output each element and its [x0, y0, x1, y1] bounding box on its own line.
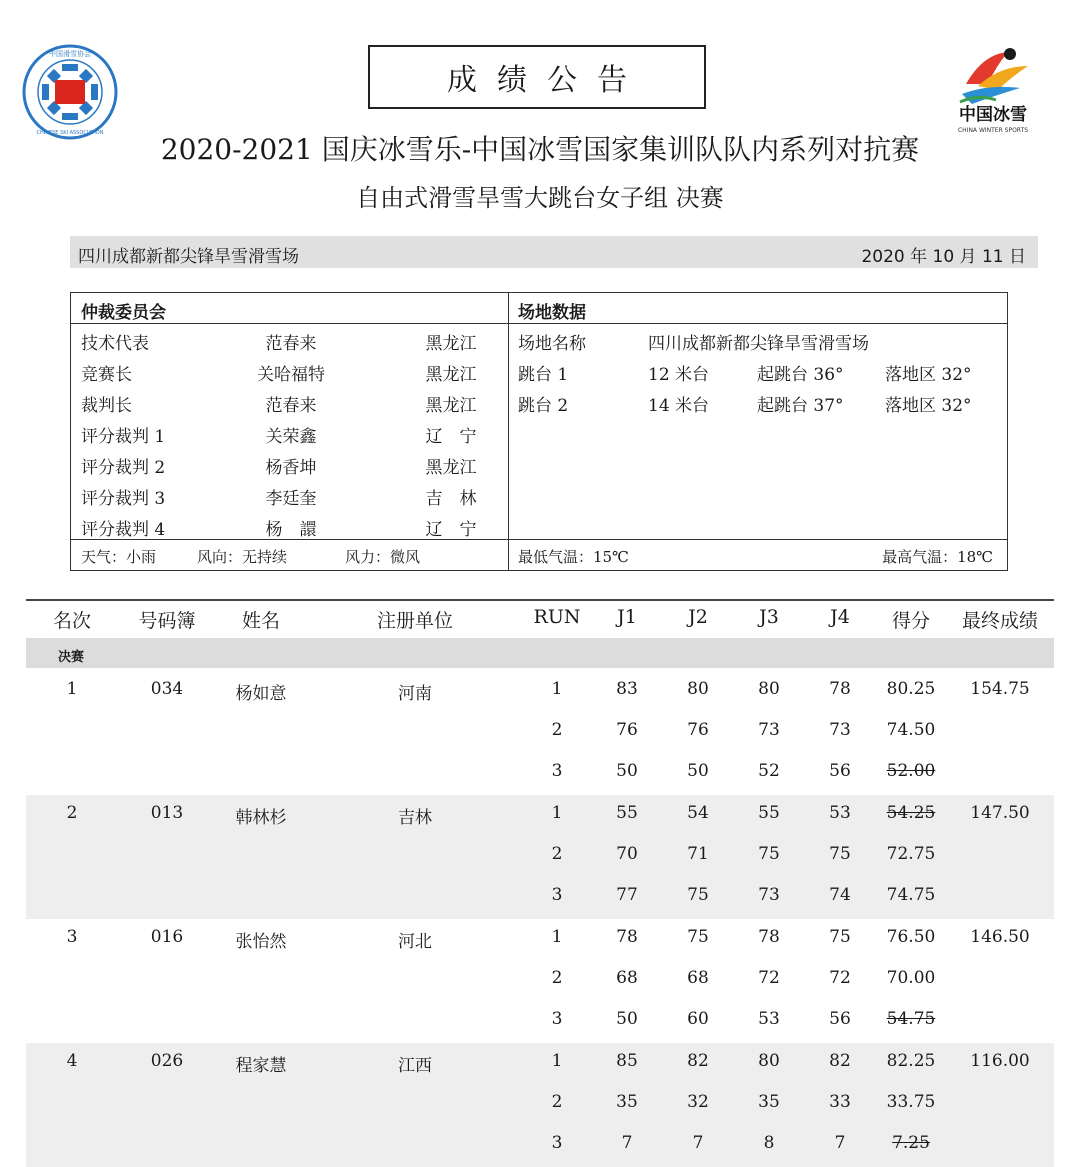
judge2-score: 75 — [687, 927, 709, 947]
jury-role: 评分裁判 1 — [81, 427, 166, 447]
judge4-score: 7 — [834, 1133, 846, 1153]
section-final: 决赛 — [58, 650, 85, 665]
jury-role: 评分裁判 3 — [81, 489, 166, 509]
judge1-score: 50 — [616, 1009, 638, 1029]
judge2-score: 82 — [687, 1051, 709, 1071]
run-score: 74.75 — [886, 885, 936, 905]
jury-region: 黑龙江 — [425, 365, 477, 385]
run-score: 80.25 — [886, 679, 936, 699]
run-score: 82.25 — [886, 1051, 936, 1071]
run-score: 70.00 — [886, 968, 936, 988]
run-score-dropped: 54.75 — [886, 1009, 936, 1029]
judge4-score: 78 — [829, 679, 851, 699]
judge4-score: 75 — [829, 844, 851, 864]
judge3-score: 8 — [763, 1133, 775, 1153]
judge3-score: 73 — [758, 720, 780, 740]
judge4-score: 82 — [829, 1051, 851, 1071]
column-header-name: 姓名 — [241, 610, 281, 632]
athlete-bib: 034 — [150, 679, 184, 699]
run-number: 2 — [551, 968, 563, 988]
athlete-rank: 3 — [66, 927, 78, 947]
svg-text:CHINA WINTER SPORTS: CHINA WINTER SPORTS — [957, 127, 1029, 134]
athlete-unit: 河北 — [398, 932, 432, 952]
run-number: 1 — [551, 679, 563, 699]
athlete-unit: 吉林 — [398, 808, 432, 828]
judge3-score: 75 — [758, 844, 780, 864]
athlete-block — [26, 795, 1054, 919]
jump1-size: 12 米台 — [648, 365, 710, 385]
judge4-score: 74 — [829, 885, 851, 905]
athlete-block — [26, 1043, 1054, 1167]
judge2-score: 50 — [687, 761, 709, 781]
judge1-score: 83 — [616, 679, 638, 699]
run-score: 76.50 — [886, 927, 936, 947]
notice-title: 成绩公告 — [368, 45, 706, 109]
column-header-final: 最终成绩 — [961, 610, 1039, 632]
judge4-score: 33 — [829, 1092, 851, 1112]
judge2-score: 68 — [687, 968, 709, 988]
wind-direction: 风向：无持续 — [197, 548, 288, 566]
athlete-bib: 013 — [150, 803, 184, 823]
run-number: 3 — [551, 885, 563, 905]
jury-name: 范春来 — [265, 396, 317, 416]
judge2-score: 32 — [687, 1092, 709, 1112]
column-header-j4: J4 — [830, 606, 850, 628]
athlete-block — [26, 919, 1054, 1043]
chinese-ski-association-logo — [22, 44, 118, 140]
judge3-score: 55 — [758, 803, 780, 823]
judge4-score: 53 — [829, 803, 851, 823]
judge3-score: 80 — [758, 679, 780, 699]
column-header-run: RUN — [533, 606, 581, 628]
judge2-score: 75 — [687, 885, 709, 905]
judge2-score: 71 — [687, 844, 709, 864]
athlete-block — [26, 671, 1054, 795]
event-subtitle: 自由式滑雪旱雪大跳台女子组 决赛 — [356, 184, 724, 212]
column-header-j2: J2 — [688, 606, 708, 628]
judge2-score: 80 — [687, 679, 709, 699]
judge1-score: 55 — [616, 803, 638, 823]
jump2-landing: 落地区 32° — [885, 396, 972, 416]
max-temperature: 最高气温：18℃ — [882, 548, 993, 566]
jump1-label: 跳台 1 — [518, 365, 569, 385]
judge1-score: 85 — [616, 1051, 638, 1071]
run-number: 3 — [551, 1009, 563, 1029]
judge1-score: 68 — [616, 968, 638, 988]
jury-region: 吉 林 — [425, 489, 477, 509]
run-score-dropped: 54.25 — [886, 803, 936, 823]
jury-name: 杨 譞 — [265, 520, 317, 540]
svg-text:中国冰雪: 中国冰雪 — [959, 105, 1027, 125]
judge1-score: 50 — [616, 761, 638, 781]
athlete-final-score: 154.75 — [970, 679, 1030, 699]
jury-name: 关荣鑫 — [265, 427, 317, 447]
athlete-bib: 026 — [150, 1051, 184, 1071]
judge3-score: 78 — [758, 927, 780, 947]
athlete-rank: 4 — [66, 1051, 78, 1071]
weather: 天气：小雨 — [81, 548, 157, 566]
run-number: 2 — [551, 720, 563, 740]
judge2-score: 7 — [692, 1133, 704, 1153]
venue-name-label: 场地名称 — [518, 334, 586, 354]
jury-role: 评分裁判 4 — [81, 520, 166, 540]
run-score-dropped: 7.25 — [892, 1133, 930, 1153]
judge3-score: 52 — [758, 761, 780, 781]
judge4-score: 72 — [829, 968, 851, 988]
china-winter-sports-logo — [948, 44, 1038, 136]
athlete-final-score: 146.50 — [970, 927, 1030, 947]
athlete-final-score: 116.00 — [970, 1051, 1030, 1071]
jump2-label: 跳台 2 — [518, 396, 569, 416]
judge2-score: 76 — [687, 720, 709, 740]
column-header-j3: J3 — [759, 606, 779, 628]
athlete-rank: 2 — [66, 803, 78, 823]
athlete-name: 程家慧 — [235, 1056, 287, 1076]
jury-region: 黑龙江 — [425, 334, 477, 354]
section-label — [26, 638, 1054, 668]
judge4-score: 73 — [829, 720, 851, 740]
jump1-landing: 落地区 32° — [885, 365, 972, 385]
jury-role: 评分裁判 2 — [81, 458, 166, 478]
judge3-score: 80 — [758, 1051, 780, 1071]
judge3-score: 73 — [758, 885, 780, 905]
jury-venue-panel — [70, 292, 1008, 571]
jury-name: 杨香坤 — [265, 458, 317, 478]
run-score: 33.75 — [886, 1092, 936, 1112]
venue-date-bar — [70, 236, 1038, 268]
athlete-name: 杨如意 — [235, 684, 287, 704]
jury-title: 仲裁委员会 — [81, 303, 166, 323]
jury-region: 黑龙江 — [425, 396, 477, 416]
athlete-final-score: 147.50 — [970, 803, 1030, 823]
svg-text:CHINESE SKI ASSOCIATION: CHINESE SKI ASSOCIATION — [36, 130, 104, 136]
venue-name: 四川成都新都尖锋旱雪滑雪场 — [78, 247, 299, 267]
judge4-score: 56 — [829, 1009, 851, 1029]
venue-name-value: 四川成都新都尖锋旱雪滑雪场 — [648, 334, 869, 354]
column-header-bib: 号码簿 — [138, 610, 196, 632]
judge4-score: 56 — [829, 761, 851, 781]
athlete-bib: 016 — [150, 927, 184, 947]
run-number: 3 — [551, 1133, 563, 1153]
judge3-score: 72 — [758, 968, 780, 988]
run-number: 1 — [551, 803, 563, 823]
results-top-rule — [26, 599, 1054, 601]
jump2-size: 14 米台 — [648, 396, 710, 416]
athlete-name: 张怡然 — [235, 932, 287, 952]
results-header-row — [26, 604, 1054, 636]
athlete-unit: 河南 — [398, 684, 432, 704]
run-score: 72.75 — [886, 844, 936, 864]
column-header-rank: 名次 — [52, 610, 92, 632]
run-number: 2 — [551, 1092, 563, 1112]
judge1-score: 70 — [616, 844, 638, 864]
run-number: 2 — [551, 844, 563, 864]
wind-force: 风力：微风 — [345, 548, 421, 566]
jury-name: 李廷奎 — [265, 489, 317, 509]
jury-region: 辽 宁 — [425, 427, 477, 447]
jury-name: 范春来 — [265, 334, 317, 354]
event-date: 2020 年 10 月 11 日 — [861, 247, 1026, 267]
judge3-score: 35 — [758, 1092, 780, 1112]
run-number: 1 — [551, 1051, 563, 1071]
column-header-j1: J1 — [617, 606, 637, 628]
jump2-takeoff: 起跳台 37° — [757, 396, 844, 416]
athlete-rank: 1 — [66, 679, 78, 699]
jury-role: 竞赛长 — [81, 365, 132, 385]
jury-role: 技术代表 — [81, 334, 149, 354]
run-score: 74.50 — [886, 720, 936, 740]
judge1-score: 35 — [616, 1092, 638, 1112]
run-number: 1 — [551, 927, 563, 947]
judge1-score: 77 — [616, 885, 638, 905]
judge2-score: 60 — [687, 1009, 709, 1029]
jury-name: 关哈福特 — [257, 365, 325, 385]
jury-role: 裁判长 — [81, 396, 132, 416]
judge2-score: 54 — [687, 803, 709, 823]
min-temperature: 最低气温：15℃ — [518, 548, 629, 566]
athlete-unit: 江西 — [398, 1056, 432, 1076]
jury-region: 黑龙江 — [425, 458, 477, 478]
event-title: 2020-2021 国庆冰雪乐-中国冰雪国家集训队队内系列对抗赛 — [160, 133, 920, 166]
svg-text:中国滑雪协会: 中国滑雪协会 — [49, 50, 91, 58]
run-number: 3 — [551, 761, 563, 781]
jump1-takeoff: 起跳台 36° — [757, 365, 844, 385]
judge1-score: 78 — [616, 927, 638, 947]
column-header-score: 得分 — [891, 610, 931, 632]
judge3-score: 53 — [758, 1009, 780, 1029]
athlete-name: 韩林杉 — [235, 808, 287, 828]
column-header-unit: 注册单位 — [376, 610, 454, 632]
judge1-score: 7 — [621, 1133, 633, 1153]
judge1-score: 76 — [616, 720, 638, 740]
judge4-score: 75 — [829, 927, 851, 947]
jury-region: 辽 宁 — [425, 520, 477, 540]
run-score-dropped: 52.00 — [886, 761, 936, 781]
venue-data-title: 场地数据 — [518, 303, 586, 323]
